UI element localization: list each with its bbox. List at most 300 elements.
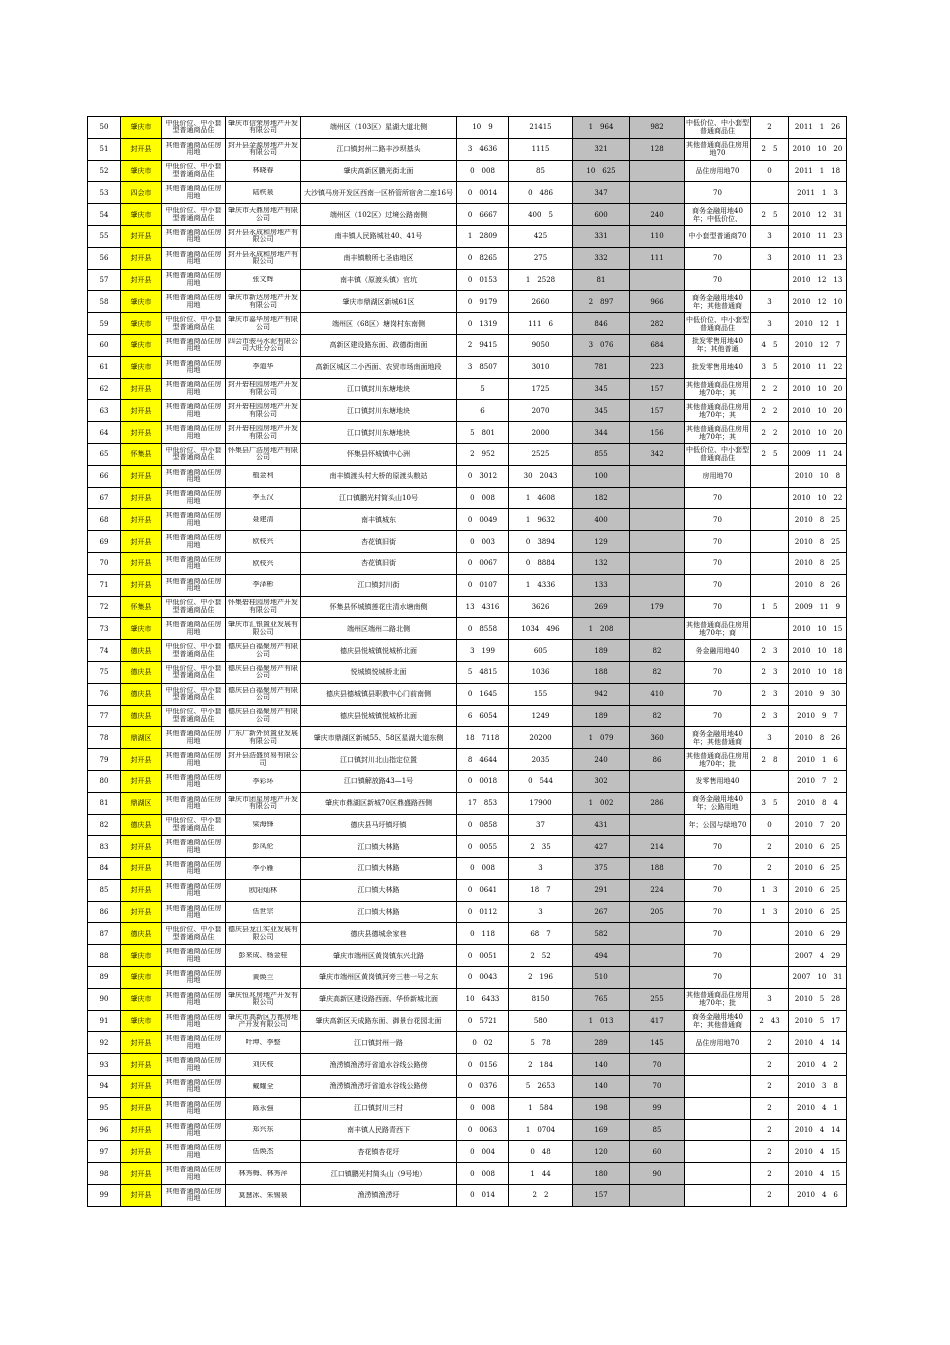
unit-price-cell-text: 855 (594, 450, 608, 459)
date-cell-text: 2010 10 20 (792, 145, 843, 154)
land-use-cell (162, 531, 226, 553)
county-cell (121, 792, 162, 814)
transaction-price-cell (509, 814, 573, 836)
date-cell-text: 2010 12 7 (794, 341, 841, 350)
location-cell-text: 德庆县德城余家巷 (350, 929, 407, 938)
grantee-cell-text: 叶坤、李整 (245, 1039, 281, 1047)
location-cell-text: 肇庆高新区天成路东面、御景台花园北面 (315, 1017, 442, 1026)
area-cell (457, 618, 509, 640)
table-row (88, 1097, 847, 1119)
plot-ratio-cell (751, 945, 789, 967)
floor-price-cell (630, 749, 685, 771)
floor-price-cell (630, 552, 685, 574)
location-cell (301, 618, 457, 640)
county-cell (121, 291, 162, 313)
grantee-cell-text: 德庆县百福聚房产有限公司 (228, 664, 298, 680)
land-use-cell-text: 其他普通商品住房用地 (165, 1144, 222, 1159)
transaction-price-cell-text: 18 7 (530, 886, 551, 895)
land-use-cell (162, 879, 226, 901)
location-cell (301, 138, 457, 160)
plot-ratio-cell (751, 1032, 789, 1054)
row-number-cell-text: 63 (99, 406, 109, 415)
transaction-price-cell-text: 2035 (531, 755, 550, 764)
grantee-cell-text: 林秀梅、林秀萍 (238, 1169, 288, 1177)
row-number-cell (88, 988, 121, 1010)
grantee-cell (226, 988, 301, 1010)
plot-ratio-cell (751, 596, 789, 618)
location-cell (301, 422, 457, 444)
area-cell (457, 967, 509, 989)
transaction-price-cell (509, 552, 573, 574)
location-cell-text: 杏花镇杏花圩 (357, 1147, 400, 1156)
plot-ratio-cell-text: 2 3 (761, 690, 778, 699)
unit-price-cell-text: 267 (594, 908, 608, 917)
location-cell-text: 江口镇封川三村 (354, 1104, 403, 1113)
term-cell (685, 487, 751, 509)
grantee-cell (226, 945, 301, 967)
grantee-cell-text: 肇庆市汇银置业发展有限公司 (228, 621, 298, 636)
unit-price-cell-text: 494 (594, 951, 608, 960)
date-cell (789, 618, 847, 640)
table-row (88, 443, 847, 465)
unit-price-cell (573, 1119, 630, 1141)
floor-price-cell (630, 901, 685, 923)
plot-ratio-cell-text: 3 5 (761, 363, 778, 372)
county-cell (121, 945, 162, 967)
unit-price-cell (573, 552, 630, 574)
row-number-cell-text: 61 (99, 363, 109, 372)
land-use-cell-text: 中低价位、中小套型普通商品住 (165, 643, 222, 658)
floor-price-cell-text: 360 (650, 733, 664, 742)
floor-price-cell (630, 858, 685, 880)
location-cell (301, 792, 457, 814)
row-number-cell-text: 77 (99, 711, 109, 720)
unit-price-cell-text: 132 (594, 559, 608, 568)
date-cell (789, 836, 847, 858)
table-row (88, 465, 847, 487)
unit-price-cell (573, 988, 630, 1010)
table-row (88, 574, 847, 596)
land-use-cell-text: 中低价位、中小套型普通商品住 (165, 316, 222, 331)
plot-ratio-cell (751, 356, 789, 378)
row-number-cell (88, 574, 121, 596)
land-use-cell (162, 923, 226, 945)
term-cell (685, 770, 751, 792)
plot-ratio-cell-text: 2 2 (761, 406, 778, 415)
date-cell (789, 988, 847, 1010)
term-cell (685, 552, 751, 574)
location-cell-text: 江口镇封川东塘地块 (347, 384, 410, 393)
county-cell-text: 封开县 (130, 559, 152, 568)
floor-price-cell (630, 313, 685, 335)
grantee-cell (226, 138, 301, 160)
land-use-cell (162, 749, 226, 771)
date-cell (789, 1076, 847, 1098)
date-cell-text: 2010 12 13 (792, 275, 843, 284)
land-use-cell-text: 其他普通商品住房用地 (165, 752, 222, 767)
date-cell-text: 2011 1 3 (797, 188, 838, 197)
grantee-cell (226, 531, 301, 553)
location-cell (301, 836, 457, 858)
term-cell (685, 247, 751, 269)
area-cell (457, 574, 509, 596)
transaction-price-cell-text: 5 2653 (525, 1082, 556, 1091)
land-use-cell-text: 其他普通商品住房用地 (165, 860, 222, 876)
transaction-price-cell-text: 85 (536, 166, 545, 175)
table-row (88, 487, 847, 509)
grantee-cell (226, 923, 301, 945)
date-cell-text: 2010 6 29 (794, 929, 841, 938)
transaction-price-cell-text: 3 (538, 908, 543, 917)
row-number-cell (88, 683, 121, 705)
unit-price-cell-text: 157 (594, 1191, 608, 1200)
location-cell (301, 269, 457, 291)
county-cell (121, 487, 162, 509)
term-cell-text: 务金融用地40 (695, 646, 740, 655)
unit-price-cell-text: 582 (594, 929, 608, 938)
row-number-cell-text: 57 (99, 275, 109, 284)
transaction-price-cell (509, 443, 573, 465)
unit-price-cell-text: 81 (596, 275, 606, 284)
location-cell-text: 杏花镇旧街 (361, 559, 396, 568)
county-cell-text: 封开县 (130, 145, 152, 154)
term-cell-text: 70 (713, 864, 722, 873)
transaction-price-cell-text: 1036 (531, 668, 550, 677)
transaction-price-cell-text: 155 (533, 690, 548, 699)
plot-ratio-cell-text: 1 5 (761, 602, 778, 611)
area-cell (457, 531, 509, 553)
floor-price-cell (630, 356, 685, 378)
term-cell-text: 中低价位、中小套型普通商品住 (686, 446, 749, 463)
row-number-cell (88, 1054, 121, 1076)
plot-ratio-cell (751, 269, 789, 291)
land-use-cell-text: 其他普通商品住房用地 (165, 294, 222, 309)
land-use-cell (162, 792, 226, 814)
floor-price-cell-text: 286 (650, 799, 664, 808)
grantee-cell-text: 李小雁 (252, 864, 274, 872)
row-number-cell (88, 901, 121, 923)
county-cell (121, 727, 162, 749)
term-cell (685, 879, 751, 901)
county-cell-text: 怀集县 (130, 602, 152, 611)
date-cell (789, 182, 847, 204)
area-cell-text: 3 8507 (467, 363, 498, 372)
area-cell (457, 901, 509, 923)
land-use-cell-text: 其他普通商品住房用地 (165, 577, 222, 593)
floor-price-cell (630, 247, 685, 269)
term-cell-text: 70 (713, 908, 722, 917)
location-cell (301, 1141, 457, 1163)
unit-price-cell (573, 422, 630, 444)
term-cell (685, 356, 751, 378)
area-cell (457, 1141, 509, 1163)
grantee-cell (226, 1119, 301, 1141)
area-cell-text: 0 3012 (467, 472, 498, 481)
area-cell-text: 0 0049 (467, 515, 498, 524)
grantee-cell-text: 李泽彬 (252, 581, 274, 589)
grantee-cell (226, 749, 301, 771)
floor-price-cell-text: 145 (650, 1038, 664, 1047)
county-cell-text: 封开县 (130, 1082, 152, 1091)
county-cell (121, 596, 162, 618)
term-cell (685, 661, 751, 683)
area-cell-text: 0 0376 (467, 1082, 498, 1091)
floor-price-cell (630, 400, 685, 422)
county-cell (121, 836, 162, 858)
grantee-cell (226, 422, 301, 444)
grantee-cell-text: 欧枝兴 (252, 559, 274, 567)
unit-price-cell (573, 160, 630, 182)
location-cell (301, 1054, 457, 1076)
plot-ratio-cell-text: 2 3 (761, 711, 778, 720)
date-cell (789, 552, 847, 574)
date-cell-text: 2010 10 20 (792, 406, 843, 415)
floor-price-cell-text: 214 (650, 842, 664, 851)
county-cell (121, 1076, 162, 1098)
plot-ratio-cell (751, 770, 789, 792)
plot-ratio-cell-text: 2 (767, 1082, 772, 1091)
land-use-cell-text: 其他普通商品住房用地 (165, 1078, 222, 1094)
county-cell (121, 1119, 162, 1141)
date-cell-text: 2010 6 25 (794, 908, 841, 917)
land-use-cell (162, 509, 226, 531)
term-cell-text: 其他普通商品住房用地70年；批 (686, 751, 749, 768)
table-row (88, 1054, 847, 1076)
county-cell (121, 400, 162, 422)
unit-price-cell (573, 1010, 630, 1032)
county-cell-text: 肇庆市 (130, 297, 152, 306)
term-cell-text: 其他普通商品住房用地70年；商 (686, 620, 749, 637)
area-cell (457, 792, 509, 814)
transaction-price-cell-text: 0 8884 (525, 559, 556, 568)
land-use-cell-text: 其他普通商品住房用地 (165, 555, 222, 571)
floor-price-cell (630, 1054, 685, 1076)
unit-price-cell (573, 313, 630, 335)
grantee-cell (226, 1054, 301, 1076)
term-cell-text: 70 (713, 951, 722, 960)
grantee-cell (226, 552, 301, 574)
county-cell (121, 988, 162, 1010)
county-cell (121, 705, 162, 727)
floor-price-cell-text: 188 (650, 864, 664, 873)
floor-price-cell-text: 255 (650, 995, 664, 1004)
date-cell-text: 2010 10 8 (794, 472, 841, 481)
transaction-price-cell (509, 422, 573, 444)
date-cell (789, 509, 847, 531)
transaction-price-cell (509, 1141, 573, 1163)
row-number-cell (88, 334, 121, 356)
county-cell (121, 509, 162, 531)
grantee-cell (226, 792, 301, 814)
plot-ratio-cell (751, 640, 789, 662)
term-cell-text: 70 (713, 842, 722, 851)
location-cell-text: 江口镇解放路43—1号 (343, 777, 414, 786)
transaction-price-cell-text: 8150 (531, 995, 550, 1004)
location-cell-text: 怀集县怀城镇中心洲 (347, 450, 410, 459)
grantee-cell (226, 487, 301, 509)
table-row (88, 334, 847, 356)
table-row (88, 1032, 847, 1054)
row-number-cell-text: 89 (99, 973, 109, 982)
unit-price-cell (573, 1141, 630, 1163)
term-cell-text: 中低价位、中小套型普通商品住 (686, 315, 749, 332)
land-use-cell (162, 182, 226, 204)
location-cell (301, 117, 457, 139)
location-cell (301, 334, 457, 356)
floor-price-cell (630, 1010, 685, 1032)
date-cell-text: 2007 4 29 (794, 951, 841, 960)
row-number-cell-text: 62 (99, 384, 109, 393)
unit-price-cell-text: 289 (594, 1038, 608, 1047)
unit-price-cell (573, 531, 630, 553)
table-row (88, 531, 847, 553)
plot-ratio-cell-text: 2 2 (761, 428, 778, 437)
area-cell (457, 552, 509, 574)
land-use-cell-text: 中低价位、中小套型普通商品住 (165, 817, 222, 832)
row-number-cell-text: 50 (99, 123, 109, 132)
date-cell-text: 2009 11 24 (792, 450, 843, 459)
table-row (88, 313, 847, 335)
floor-price-cell-text: 966 (650, 297, 664, 306)
plot-ratio-cell-text: 4 5 (761, 341, 778, 350)
area-cell-text: 0 1319 (467, 319, 498, 328)
transaction-price-cell (509, 160, 573, 182)
row-number-cell (88, 1076, 121, 1098)
row-number-cell (88, 552, 121, 574)
transaction-price-cell-text: 21415 (529, 123, 552, 132)
row-number-cell-text: 59 (99, 319, 109, 328)
area-cell-text: 5 4815 (467, 668, 498, 677)
term-cell-text: 70 (713, 973, 722, 982)
land-use-cell (162, 204, 226, 226)
date-cell (789, 269, 847, 291)
row-number-cell (88, 1141, 121, 1163)
county-cell-text: 封开县 (130, 864, 152, 873)
county-cell-text: 肇庆市 (130, 995, 152, 1004)
row-number-cell-text: 91 (99, 1017, 109, 1026)
floor-price-cell-text: 205 (650, 908, 664, 917)
row-number-cell-text: 90 (99, 995, 109, 1004)
row-number-cell-text: 84 (99, 864, 109, 873)
grantee-cell-text: 封开县浩盛贸易有限公司 (228, 752, 298, 767)
grantee-cell-text: 伍世宗 (252, 908, 274, 916)
land-use-cell-text: 其他普通商品住房用地 (165, 185, 222, 200)
date-cell-text: 2010 11 23 (792, 232, 843, 241)
floor-price-cell-text: 111 (650, 254, 664, 263)
date-cell (789, 334, 847, 356)
transaction-price-cell-text: 1115 (531, 145, 550, 154)
county-cell-text: 肇庆市 (130, 624, 152, 633)
county-cell (121, 552, 162, 574)
land-use-cell-text: 其他普通商品住房用地 (165, 1100, 222, 1116)
row-number-cell-text: 79 (99, 755, 109, 764)
grantee-cell-text: 肇庆市高新区万都房地产开发有限公司 (228, 1013, 298, 1029)
area-cell-text: 5 801 (470, 428, 495, 437)
unit-price-cell-text: 1 013 (588, 1017, 614, 1026)
unit-price-cell-text: 291 (594, 886, 608, 895)
county-cell (121, 465, 162, 487)
county-cell (121, 531, 162, 553)
plot-ratio-cell-text: 2 (767, 123, 772, 132)
grantee-cell-text: 李彩环 (252, 777, 274, 785)
grantee-cell (226, 683, 301, 705)
unit-price-cell (573, 443, 630, 465)
table-row (88, 858, 847, 880)
land-use-cell-text: 其他普通商品住房用地 (165, 773, 222, 789)
table-row (88, 160, 847, 182)
term-cell (685, 945, 751, 967)
unit-price-cell (573, 400, 630, 422)
row-number-cell-text: 78 (99, 733, 109, 742)
row-number-cell (88, 967, 121, 989)
plot-ratio-cell-text: 2 43 (759, 1017, 780, 1026)
unit-price-cell-text: 100 (594, 472, 608, 481)
row-number-cell (88, 879, 121, 901)
row-number-cell-text: 94 (99, 1082, 109, 1091)
term-cell-text: 年；公园与绿地70 (688, 820, 747, 829)
unit-price-cell (573, 225, 630, 247)
unit-price-cell-text: 133 (594, 581, 608, 590)
grantee-cell (226, 574, 301, 596)
transaction-price-cell (509, 836, 573, 858)
row-number-cell-text: 71 (99, 581, 109, 590)
grantee-cell-text: 陆秩泉 (252, 189, 274, 197)
land-transaction-table (87, 116, 847, 1207)
date-cell (789, 422, 847, 444)
plot-ratio-cell-text: 2 (767, 1191, 772, 1200)
location-cell (301, 901, 457, 923)
unit-price-cell-text: 345 (594, 384, 608, 393)
term-cell (685, 1185, 751, 1207)
location-cell (301, 356, 457, 378)
term-cell-text: 商务金融用地40年；公路用地 (692, 795, 743, 812)
row-number-cell (88, 814, 121, 836)
floor-price-cell-text: 179 (650, 602, 664, 611)
area-cell-text: 0 1645 (467, 690, 498, 699)
term-cell-text: 中低价位、中小套型普通商品住 (686, 119, 749, 136)
area-cell (457, 443, 509, 465)
land-use-cell (162, 988, 226, 1010)
plot-ratio-cell (751, 858, 789, 880)
grantee-cell-text: 聂建清 (252, 515, 274, 523)
land-use-cell-text: 其他普通商品住房用地 (165, 904, 222, 920)
term-cell (685, 465, 751, 487)
grantee-cell (226, 269, 301, 291)
grantee-cell (226, 225, 301, 247)
county-cell (121, 1185, 162, 1207)
unit-price-cell (573, 661, 630, 683)
term-cell (685, 400, 751, 422)
location-cell-text: 江口镇大林路 (357, 886, 400, 895)
county-cell-text: 封开县 (130, 515, 152, 524)
county-cell-text: 封开县 (130, 908, 152, 917)
county-cell-text: 肇庆市 (130, 210, 152, 219)
unit-price-cell-text: 129 (594, 537, 608, 546)
location-cell-text: 肇庆市端州区黄岗镇河旁三巷一号之东 (319, 973, 438, 982)
grantee-cell (226, 596, 301, 618)
floor-price-cell (630, 705, 685, 727)
transaction-price-cell-text: 1249 (531, 711, 550, 720)
plot-ratio-cell-text: 0 (767, 820, 772, 829)
county-cell-text: 封开县 (130, 537, 152, 546)
term-cell-text: 商务金融用地40年；中低价位、 (692, 206, 743, 223)
floor-price-cell (630, 225, 685, 247)
location-cell-text: 肇庆高新区鹏光街北面 (343, 166, 414, 175)
term-cell (685, 836, 751, 858)
date-cell-text: 2010 1 6 (797, 755, 838, 764)
location-cell-text: 江口镇大林路 (357, 842, 400, 851)
date-cell-text: 2010 12 10 (792, 297, 843, 306)
